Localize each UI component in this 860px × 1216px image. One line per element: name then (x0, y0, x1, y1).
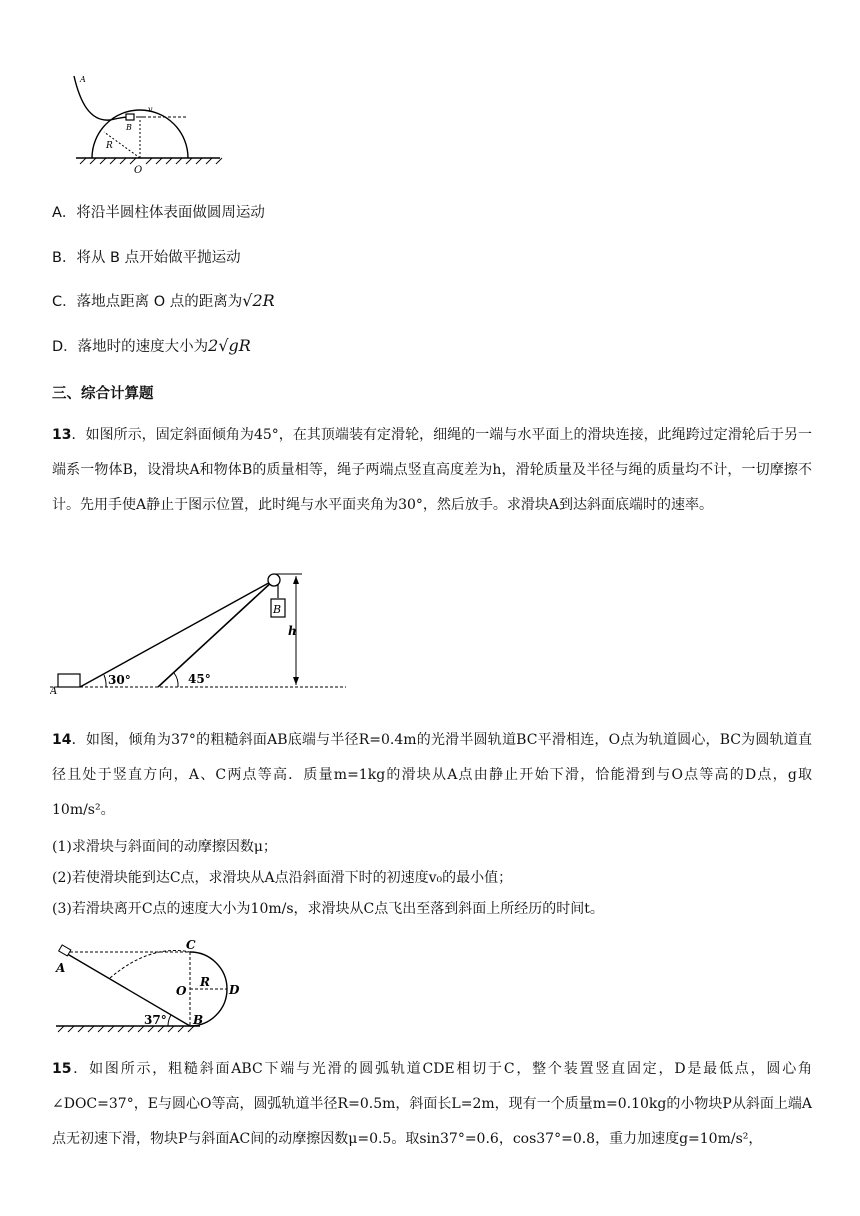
fig1-label-v: v (148, 105, 153, 114)
fig1-label-a: A (80, 75, 86, 84)
q14-sub-1: (1)求滑块与斜面间的动摩擦因数μ； (52, 839, 277, 855)
option-a (52, 201, 265, 222)
fig13-label-45: 45° (188, 672, 211, 686)
option-c-text: ．落地点距离 O 点的距离为 (62, 294, 243, 310)
fig14-label-angle: 37° (144, 1013, 167, 1027)
fig13-label-h: h (288, 624, 297, 638)
q14-subquestions (52, 832, 604, 925)
option-c-letter: C (52, 294, 63, 310)
option-d-letter: D (52, 339, 64, 355)
question-13 (52, 418, 812, 523)
q14-sub-2: (2)若使滑块能到达C点，求滑块从A点沿斜面滑下时的初速度v₀的最小值； (52, 870, 513, 886)
q13-text: ．如图所示，固定斜面倾角为45°，在其顶端装有定滑轮，细绳的一端与水平面上的滑块连接，此绳跨过定滑轮后于另一端系一物体B，设滑块A和物体B的质量相等，绳子两端点竖直高度差为h，滑轮质量及半径与绳的质量均不计，一切摩擦不计。先用手使A静止于图示位置，此时绳与水平面夹角为30°，然后放手。求滑块A到达斜面底端时的速率。 (52, 427, 812, 513)
option-b-letter: B (52, 250, 62, 266)
option-b (52, 246, 241, 267)
fig13-label-a: A (50, 686, 58, 694)
fig13-label-30: 30° (108, 673, 131, 687)
option-a-text: ．将沿半圆柱体表面做圆周运动 (61, 205, 265, 221)
option-a-letter: A (52, 205, 62, 221)
fig14-label-d: D (229, 983, 240, 997)
figure-q14-track (50, 938, 260, 1036)
q14-text: ．如图，倾角为37°的粗糙斜面AB底端与半径R=0.4m的光滑半圆轨道BC平滑相连，O点为轨道圆心，BC为圆轨道直径且处于竖直方向，A、C两点等高．质量m=1kg的滑块从A点由静止开始下滑，恰能滑到与O点等高的D点，g取10m/s²。 (52, 732, 812, 818)
q13-number: 13 (52, 427, 72, 443)
option-c-math: √2R (242, 291, 275, 310)
section-title: 三、综合计算题 (52, 386, 154, 402)
fig1-label-o: O (134, 165, 143, 176)
fig1-label-r: R (106, 141, 113, 151)
q15-number: 15 (52, 1061, 72, 1077)
fig14-label-r: R (200, 975, 210, 989)
fig14-label-c: C (186, 938, 196, 952)
figure-q13-pulley (50, 572, 350, 694)
fig14-label-b: B (193, 1013, 204, 1027)
figure-half-cylinder (70, 72, 230, 176)
q14-sub-3: (3)若滑块离开C点的速度大小为10m/s，求滑块从C点飞出至落到斜面上所经历的时间t。 (52, 901, 604, 917)
fig14-label-a: A (56, 961, 66, 975)
fig1-label-b: B (126, 123, 132, 132)
question-15 (52, 1052, 812, 1157)
fig13-label-b: B (273, 603, 282, 616)
option-d (52, 335, 251, 356)
option-b-text: ．将从 B 点开始做平抛运动 (61, 250, 241, 266)
option-d-math: 2√gR (208, 336, 251, 355)
q15-text: ．如图所示，粗糙斜面ABC下端与光滑的圆弧轨道CDE相切于C，整个装置竖直固定，D是最低点，圆心角∠DOC=37°，E与圆心O等高，圆弧轨道半径R=0.5m，斜面长L=2m，现有一个质量m=0.10kg的小物块P从斜面上端A点无初速下滑，物块P与斜面AC间的动摩擦因数μ=0.5。取sin37°=0.6，cos37°=0.8，重力加速度g=10m/s²， (52, 1061, 812, 1147)
q14-number: 14 (52, 732, 72, 748)
option-c (52, 290, 275, 311)
fig14-label-o: O (176, 984, 187, 998)
option-d-text: ．落地时的速度大小为 (63, 339, 209, 355)
question-14 (52, 723, 812, 828)
